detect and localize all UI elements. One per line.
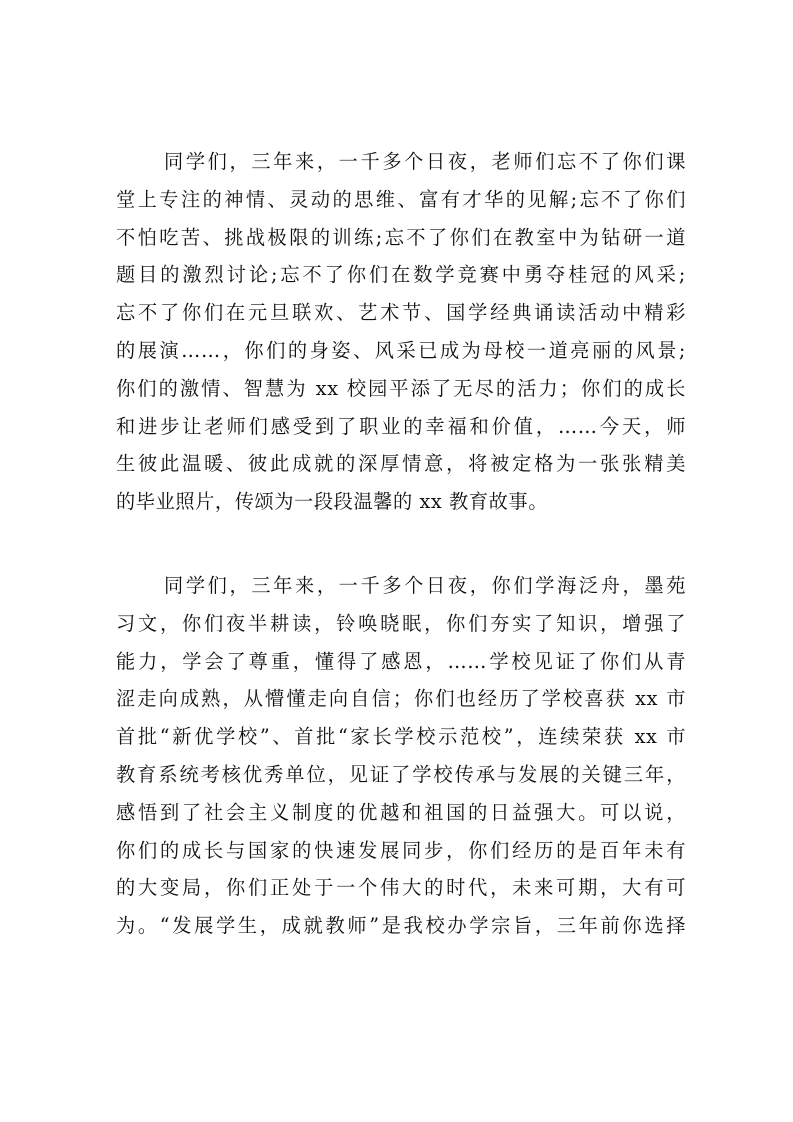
text-line: 同学们，三年来，一千多个日夜，你们学海泛舟，墨苑 <box>164 573 686 597</box>
text-line: 堂上专注的神情、灵动的思维、富有才华的见解;忘不了你们 <box>116 187 686 211</box>
text-line: 你们的成长与国家的快速发展同步，你们经历的是百年未有 <box>116 838 686 862</box>
text-line: 你们的激情、智慧为 xx 校园平添了无尽的活力；你们的成长 <box>116 376 686 400</box>
text-line: 生彼此温暖、彼此成就的深厚情意，将被定格为一张张精美 <box>116 452 686 476</box>
paragraph-spacer <box>116 521 686 567</box>
text-line: 忘不了你们在元旦联欢、艺术节、国学经典诵读活动中精彩 <box>116 301 686 325</box>
text-line: 教育系统考核优秀单位，见证了学校传承与发展的关键三年， <box>116 762 686 786</box>
text-line: 的大变局，你们正处于一个伟大的时代，未来可期，大有可 <box>116 876 686 900</box>
document-body <box>116 143 686 945</box>
text-line: 为。“发展学生，成就教师”是我校办学宗旨，三年前你选择 <box>116 914 686 938</box>
text-line: 不怕吃苦、挑战极限的训练;忘不了你们在教室中为钻研一道 <box>116 225 686 249</box>
paragraph-2 <box>116 567 686 945</box>
text-line: 的毕业照片，传颂为一段段温馨的 xx 教育故事。 <box>116 490 548 514</box>
paragraph-1 <box>116 143 686 521</box>
text-line: 感悟到了社会主义制度的优越和祖国的日益强大。可以说， <box>116 800 686 824</box>
text-line: 习文，你们夜半耕读，铃唤晓眠，你们夯实了知识，增强了 <box>116 611 686 635</box>
text-line: 首批“新优学校”、首批“家长学校示范校”，连续荣获 xx 市 <box>116 725 686 749</box>
text-line: 同学们，三年来，一千多个日夜，老师们忘不了你们课 <box>164 150 686 173</box>
text-line: 题目的激烈讨论;忘不了你们在数学竞赛中勇夺桂冠的风采; <box>116 263 686 287</box>
text-line: 的展演……，你们的身姿、风采已成为母校一道亮丽的风景; <box>116 338 686 362</box>
text-line: 涩走向成熟，从懵懂走向自信；你们也经历了学校喜获 xx 市 <box>116 687 686 711</box>
text-line: 能力，学会了尊重，懂得了感恩，……学校见证了你们从青 <box>116 649 686 673</box>
text-line: 和进步让老师们感受到了职业的幸福和价值，……今天，师 <box>116 414 686 438</box>
